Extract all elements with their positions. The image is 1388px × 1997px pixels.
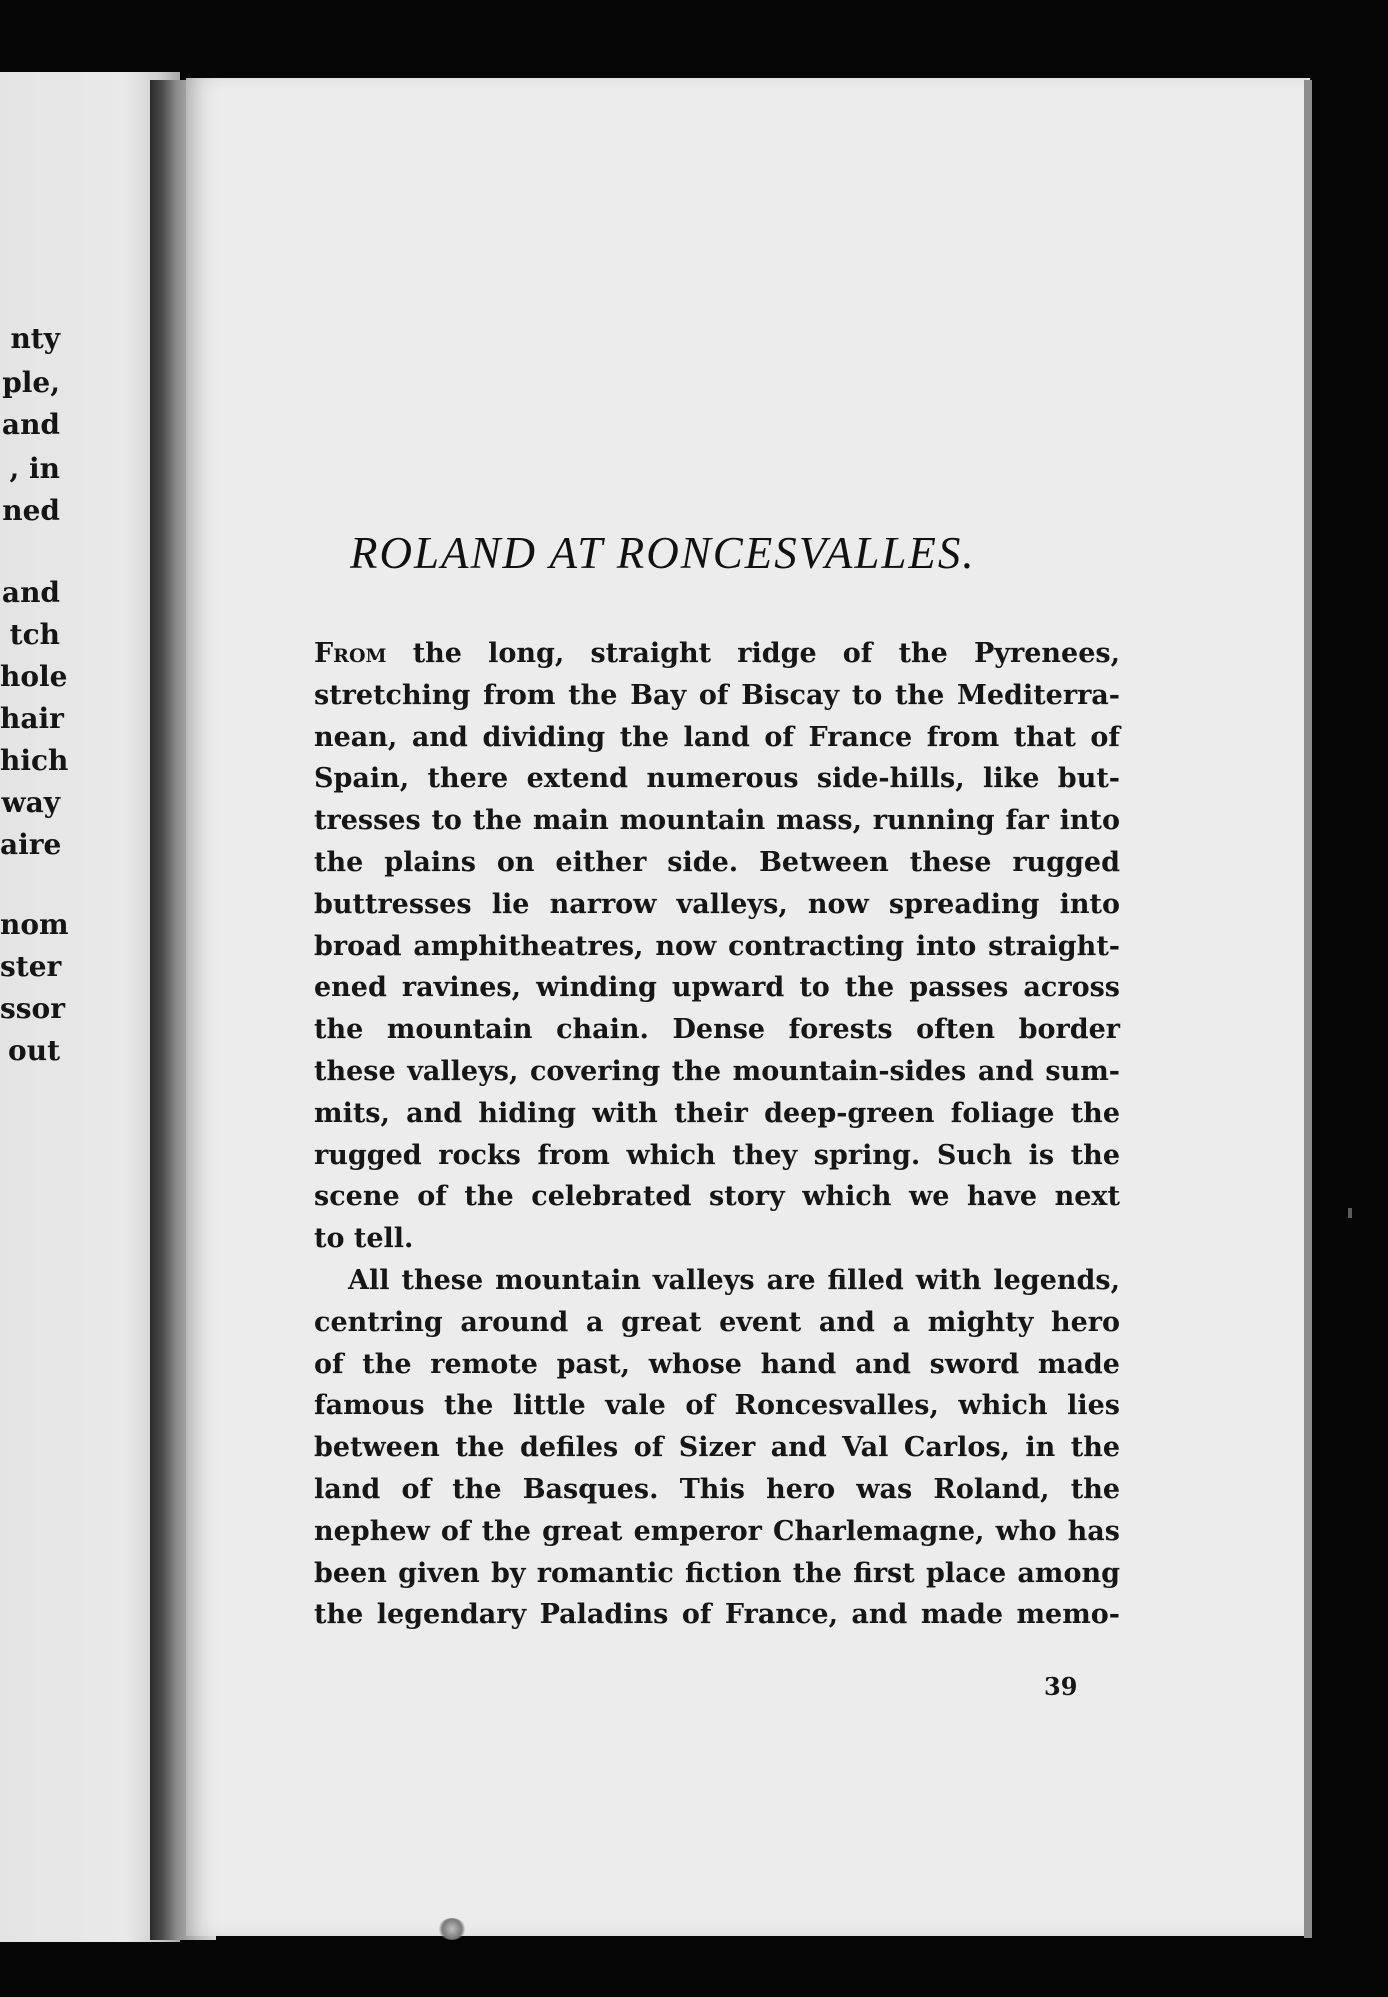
text-line: nean, and dividing the land of France from that of [314, 721, 1120, 753]
text-line: the legendary Paladins of France, and made memo- [314, 1599, 1120, 1631]
left-page-fragment: hole [0, 660, 68, 693]
left-page-fragment: hair [0, 702, 64, 735]
scan-speck [1348, 1208, 1352, 1218]
text-line: buttresses lie narrow valleys, now spreading into [314, 888, 1120, 920]
text-line: between the defiles of Sizer and Val Carlos, in the [314, 1432, 1120, 1464]
page-edge [1304, 80, 1312, 1938]
left-page-fragment: nty [10, 322, 60, 355]
text-line: to tell. [314, 1223, 414, 1255]
text-line: these valleys, covering the mountain-sides and sum- [314, 1055, 1120, 1087]
paragraph-1 [314, 633, 1120, 1260]
left-page-fragment: and [1, 576, 60, 609]
left-page-fragment: ned [2, 494, 60, 527]
text-line: land of the Basques. This hero was Roland, the [314, 1473, 1120, 1505]
left-page-fragment: aire [0, 828, 62, 861]
left-page-fragment: ster [0, 950, 62, 983]
text-line: famous the little vale of Roncesvalles, which lies [314, 1390, 1120, 1422]
text-line: mits, and hiding with their deep-green foliage the [314, 1097, 1120, 1129]
text-line [314, 633, 1120, 675]
left-page-fragment: nom [0, 908, 69, 941]
text-line-rest: the long, straight ridge of the Pyrenees, [386, 638, 1120, 669]
scan-speck [438, 1918, 466, 1940]
text-line: broad amphitheatres, now contracting into straight- [314, 930, 1120, 962]
left-page-fragment: , in [9, 452, 60, 485]
text-line: All these mountain valleys are filled with legends, [348, 1264, 1120, 1296]
left-page-fragment: tch [9, 618, 60, 651]
left-page-fragment: and [1, 408, 60, 441]
text-line: Spain, there extend numerous side-hills, like but- [314, 763, 1120, 795]
text-line: ened ravines, winding upward to the passes across [314, 972, 1120, 1004]
page-number: 39 [1044, 1672, 1078, 1701]
text-line: tresses to the main mountain mass, running far into [314, 805, 1120, 837]
left-page-fragment: hich [0, 744, 69, 777]
text-line: the mountain chain. Dense forests often border [314, 1014, 1120, 1046]
text-line: stretching from the Bay of Biscay to the Mediterra- [314, 679, 1120, 711]
left-page-fragment: ssor [0, 992, 65, 1025]
text-line: rugged rocks from which they spring. Such is the [314, 1139, 1120, 1171]
text-line: nephew of the great emperor Charlemagne, who has [314, 1515, 1120, 1547]
left-page-fragment: way [1, 786, 60, 819]
left-page-fragment: out [8, 1034, 60, 1067]
chapter-title: ROLAND AT RONCESVALLES. [350, 528, 976, 578]
left-page-fragment: ple, [2, 366, 60, 399]
body-text [314, 633, 1120, 1636]
drop-word: From [314, 638, 387, 669]
paragraph-2 [314, 1260, 1120, 1636]
text-line: the plains on either side. Between these rugged [314, 846, 1120, 878]
text-line: of the remote past, whose hand and sword made [314, 1348, 1120, 1380]
text-line: centring around a great event and a mighty hero [314, 1306, 1120, 1338]
text-line: scene of the celebrated story which we have next [314, 1181, 1120, 1213]
text-line: been given by romantic fiction the first place among [314, 1557, 1120, 1589]
